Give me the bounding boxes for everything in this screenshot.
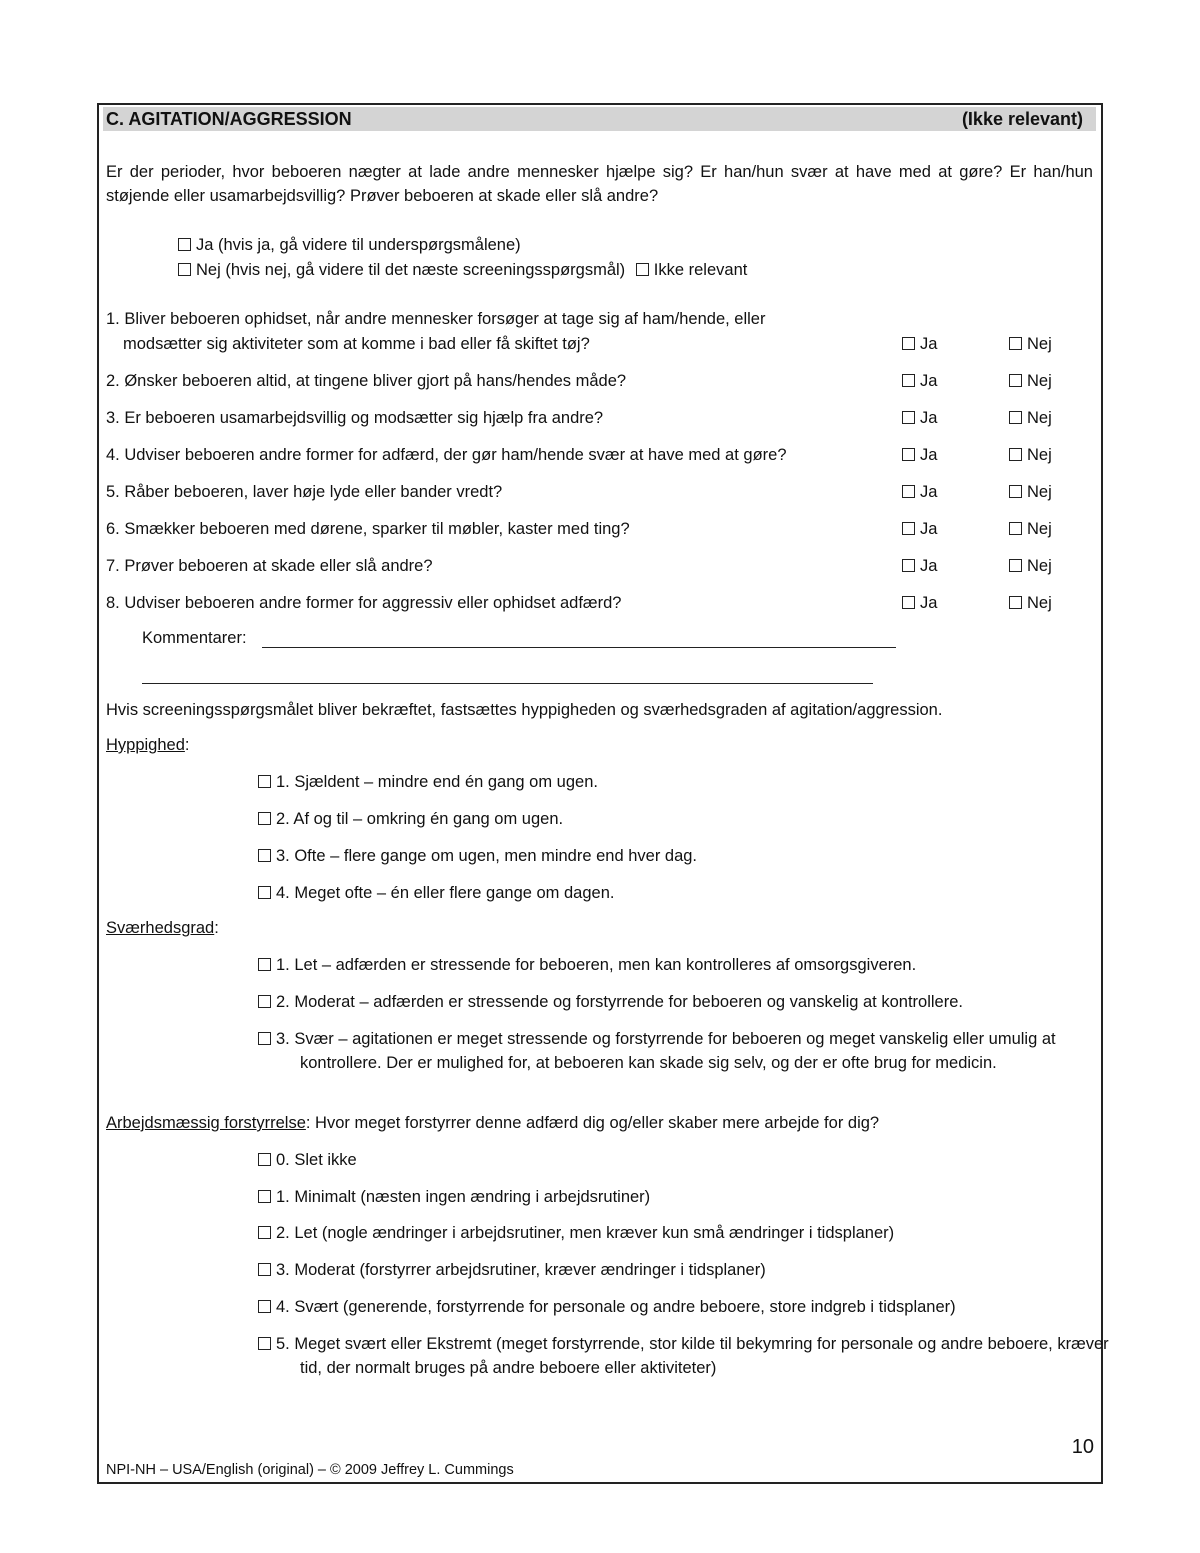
section-not-relevant-label: (Ikke relevant) [961, 109, 1083, 129]
q5-yes-label: Ja [920, 483, 938, 501]
frequency-option-1-checkbox[interactable] [258, 775, 271, 788]
screening-no-option [178, 260, 747, 280]
disruption-option-1-label: 1. Minimalt (næsten ingen ændring i arbejdsrutiner) [276, 1188, 651, 1206]
q4-no-label: Nej [1027, 446, 1052, 464]
screening-yes-option [178, 235, 521, 255]
severity-option-1-label: 1. Let – adfærden er stressende for beboeren, men kan kontrolleres af omsorgsgiveren. [276, 956, 917, 974]
question-1: 1. Bliver beboeren ophidset, når andre mennesker forsøger at tage sig af ham/hende, eller [106, 310, 766, 328]
disruption-option-5-label: 5. Meget svært eller Ekstremt (meget forstyrrende, stor kilde til bekymring for personale og andre beboere, kræver tid, der normalt bruges på andre beboere eller aktiviteter) [276, 1335, 1109, 1377]
q6-yes-checkbox[interactable] [902, 522, 915, 535]
q4-yes [902, 445, 937, 465]
severity-option-1 [258, 955, 916, 975]
frequency-heading: Hyppighed: [106, 736, 190, 754]
disruption-option-3-label: 3. Moderat (forstyrrer arbejdsrutiner, kræver ændringer i tidsplaner) [276, 1261, 766, 1279]
frequency-option-2-checkbox[interactable] [258, 812, 271, 825]
disruption-option-2-checkbox[interactable] [258, 1226, 271, 1239]
q6-yes [902, 519, 937, 539]
question-2: 2. Ønsker beboeren altid, at tingene bliver gjort på hans/hendes måde? [106, 372, 627, 390]
q4-yes-label: Ja [920, 446, 938, 464]
frequency-option-2-label: 2. Af og til – omkring én gang om ugen. [276, 810, 564, 828]
page-number: 10 [1071, 1436, 1094, 1458]
frequency-label: Hyppighed [106, 736, 185, 754]
frequency-option-4 [258, 883, 614, 903]
q5-no-label: Nej [1027, 483, 1052, 501]
q6-no-label: Nej [1027, 520, 1052, 538]
disruption-option-2-label: 2. Let (nogle ændringer i arbejdsrutiner, men kræver kun små ændringer i tidsplaner) [276, 1224, 895, 1242]
screening-not-relevant-checkbox[interactable] [636, 263, 649, 276]
q5-no-checkbox[interactable] [1009, 485, 1022, 498]
severity-option-2-checkbox[interactable] [258, 995, 271, 1008]
comments-line-2[interactable] [142, 683, 873, 684]
disruption-option-0-checkbox[interactable] [258, 1153, 271, 1166]
comments-label: Kommentarer: [142, 629, 247, 647]
disruption-option-1-checkbox[interactable] [258, 1190, 271, 1203]
confirm-text: Hvis screeningsspørgsmålet bliver bekræftet, fastsættes hyppigheden og sværhedsgraden af agitation/aggression. [106, 701, 943, 719]
severity-option-2-label: 2. Moderat – adfærden er stressende og forstyrrende for beboeren og vanskelig at kontrollere. [276, 993, 963, 1011]
screening-yes-label: Ja (hvis ja, gå videre til underspørgsmålene) [196, 236, 521, 254]
q7-no-label: Nej [1027, 557, 1052, 575]
q8-no-checkbox[interactable] [1009, 596, 1022, 609]
q1-yes-checkbox[interactable] [902, 337, 915, 350]
q8-no-label: Nej [1027, 594, 1052, 612]
section-title: C. AGITATION/AGGRESSION [106, 109, 352, 129]
q1-no [1009, 334, 1052, 354]
disruption-option-2 [258, 1223, 894, 1243]
q1-no-label: Nej [1027, 335, 1052, 353]
disruption-option-5 [258, 1332, 1120, 1380]
severity-option-3-label: 3. Svær – agitationen er meget stressende og forstyrrende for beboeren og meget vanskelig eller umulig at kontrollere. Der er mulighed for, at beboeren kan skade sig selv, og der er ofte brug for medicin. [276, 1030, 1056, 1072]
q4-yes-checkbox[interactable] [902, 448, 915, 461]
disruption-option-4-label: 4. Svært (generende, forstyrrende for personale og andre beboere, store indgreb i tidsplaner) [276, 1298, 956, 1316]
frequency-option-1-label: 1. Sjældent – mindre end én gang om ugen. [276, 773, 598, 791]
question-3: 3. Er beboeren usamarbejdsvillig og modsætter sig hjælp fra andre? [106, 409, 604, 427]
screening-no-label: Nej (hvis nej, gå videre til det næste screeningsspørgsmål) [196, 261, 626, 279]
q4-no [1009, 445, 1052, 465]
frequency-option-4-checkbox[interactable] [258, 886, 271, 899]
screening-yes-checkbox[interactable] [178, 238, 191, 251]
q1-yes-label: Ja [920, 335, 938, 353]
disruption-option-4-checkbox[interactable] [258, 1300, 271, 1313]
q7-no [1009, 556, 1052, 576]
q3-yes [902, 408, 937, 428]
frequency-option-2 [258, 809, 563, 829]
q3-yes-checkbox[interactable] [902, 411, 915, 424]
frequency-option-3 [258, 846, 697, 866]
severity-heading: Sværhedsgrad: [106, 919, 219, 937]
severity-option-1-checkbox[interactable] [258, 958, 271, 971]
severity-option-3-checkbox[interactable] [258, 1032, 271, 1045]
disruption-option-0 [258, 1150, 357, 1170]
q1-yes [902, 334, 937, 354]
q2-yes [902, 371, 937, 391]
disruption-heading [106, 1113, 879, 1133]
q3-yes-label: Ja [920, 409, 938, 427]
severity-option-3 [258, 1027, 1120, 1075]
q6-yes-label: Ja [920, 520, 938, 538]
question-1-line2: modsætter sig aktiviteter som at komme i bad eller få skiftet tøj? [123, 335, 590, 353]
q7-yes-label: Ja [920, 557, 938, 575]
footer-copyright: NPI-NH – USA/English (original) – © 2009 Jeffrey L. Cummings [106, 1462, 514, 1478]
frequency-option-1 [258, 772, 598, 792]
question-7: 7. Prøver beboeren at skade eller slå andre? [106, 557, 433, 575]
screening-no-checkbox[interactable] [178, 263, 191, 276]
question-8: 8. Udviser beboeren andre former for aggressiv eller ophidset adfærd? [106, 594, 622, 612]
severity-option-2 [258, 992, 963, 1012]
q2-yes-checkbox[interactable] [902, 374, 915, 387]
q7-yes-checkbox[interactable] [902, 559, 915, 572]
q3-no [1009, 408, 1052, 428]
screening-not-relevant-label: Ikke relevant [653, 261, 748, 279]
q8-no [1009, 593, 1052, 613]
q3-no-checkbox[interactable] [1009, 411, 1022, 424]
q2-no-checkbox[interactable] [1009, 374, 1022, 387]
q2-no [1009, 371, 1052, 391]
frequency-option-3-checkbox[interactable] [258, 849, 271, 862]
q7-yes [902, 556, 937, 576]
q4-no-checkbox[interactable] [1009, 448, 1022, 461]
q3-no-label: Nej [1027, 409, 1052, 427]
q8-yes-checkbox[interactable] [902, 596, 915, 609]
intro-paragraph: Er der perioder, hvor beboeren nægter at lade andre mennesker hjælpe sig? Er han/hun svær at have med at gøre? Er han/hun støjende eller usamarbejdsvillig? Prøver beboeren at skade eller slå andre? [106, 163, 1093, 205]
q7-no-checkbox[interactable] [1009, 559, 1022, 572]
q6-no [1009, 519, 1052, 539]
disruption-option-3 [258, 1260, 766, 1280]
q5-yes-checkbox[interactable] [902, 485, 915, 498]
disruption-option-3-checkbox[interactable] [258, 1263, 271, 1276]
disruption-question: : Hvor meget forstyrrer denne adfærd dig og/eller skaber mere arbejde for dig? [305, 1114, 880, 1132]
q8-yes [902, 593, 937, 613]
q6-no-checkbox[interactable] [1009, 522, 1022, 535]
comments-line-1[interactable] [262, 647, 896, 648]
q2-yes-label: Ja [920, 372, 938, 390]
severity-label: Sværhedsgrad [106, 919, 215, 937]
frequency-option-4-label: 4. Meget ofte – én eller flere gange om dagen. [276, 884, 615, 902]
q5-no [1009, 482, 1052, 502]
question-4: 4. Udviser beboeren andre former for adfærd, der gør ham/hende svær at have med at gøre? [106, 446, 787, 464]
question-5: 5. Råber beboeren, laver høje lyde eller bander vredt? [106, 483, 503, 501]
disruption-option-4 [258, 1297, 956, 1317]
disruption-option-5-checkbox[interactable] [258, 1337, 271, 1350]
disruption-option-0-label: 0. Slet ikke [276, 1151, 357, 1169]
q2-no-label: Nej [1027, 372, 1052, 390]
question-6: 6. Smækker beboeren med dørene, sparker til møbler, kaster med ting? [106, 520, 630, 538]
disruption-label: Arbejdsmæssig forstyrrelse [106, 1114, 306, 1132]
q1-no-checkbox[interactable] [1009, 337, 1022, 350]
q5-yes [902, 482, 937, 502]
q8-yes-label: Ja [920, 594, 938, 612]
disruption-option-1 [258, 1187, 650, 1207]
frequency-option-3-label: 3. Ofte – flere gange om ugen, men mindre end hver dag. [276, 847, 698, 865]
